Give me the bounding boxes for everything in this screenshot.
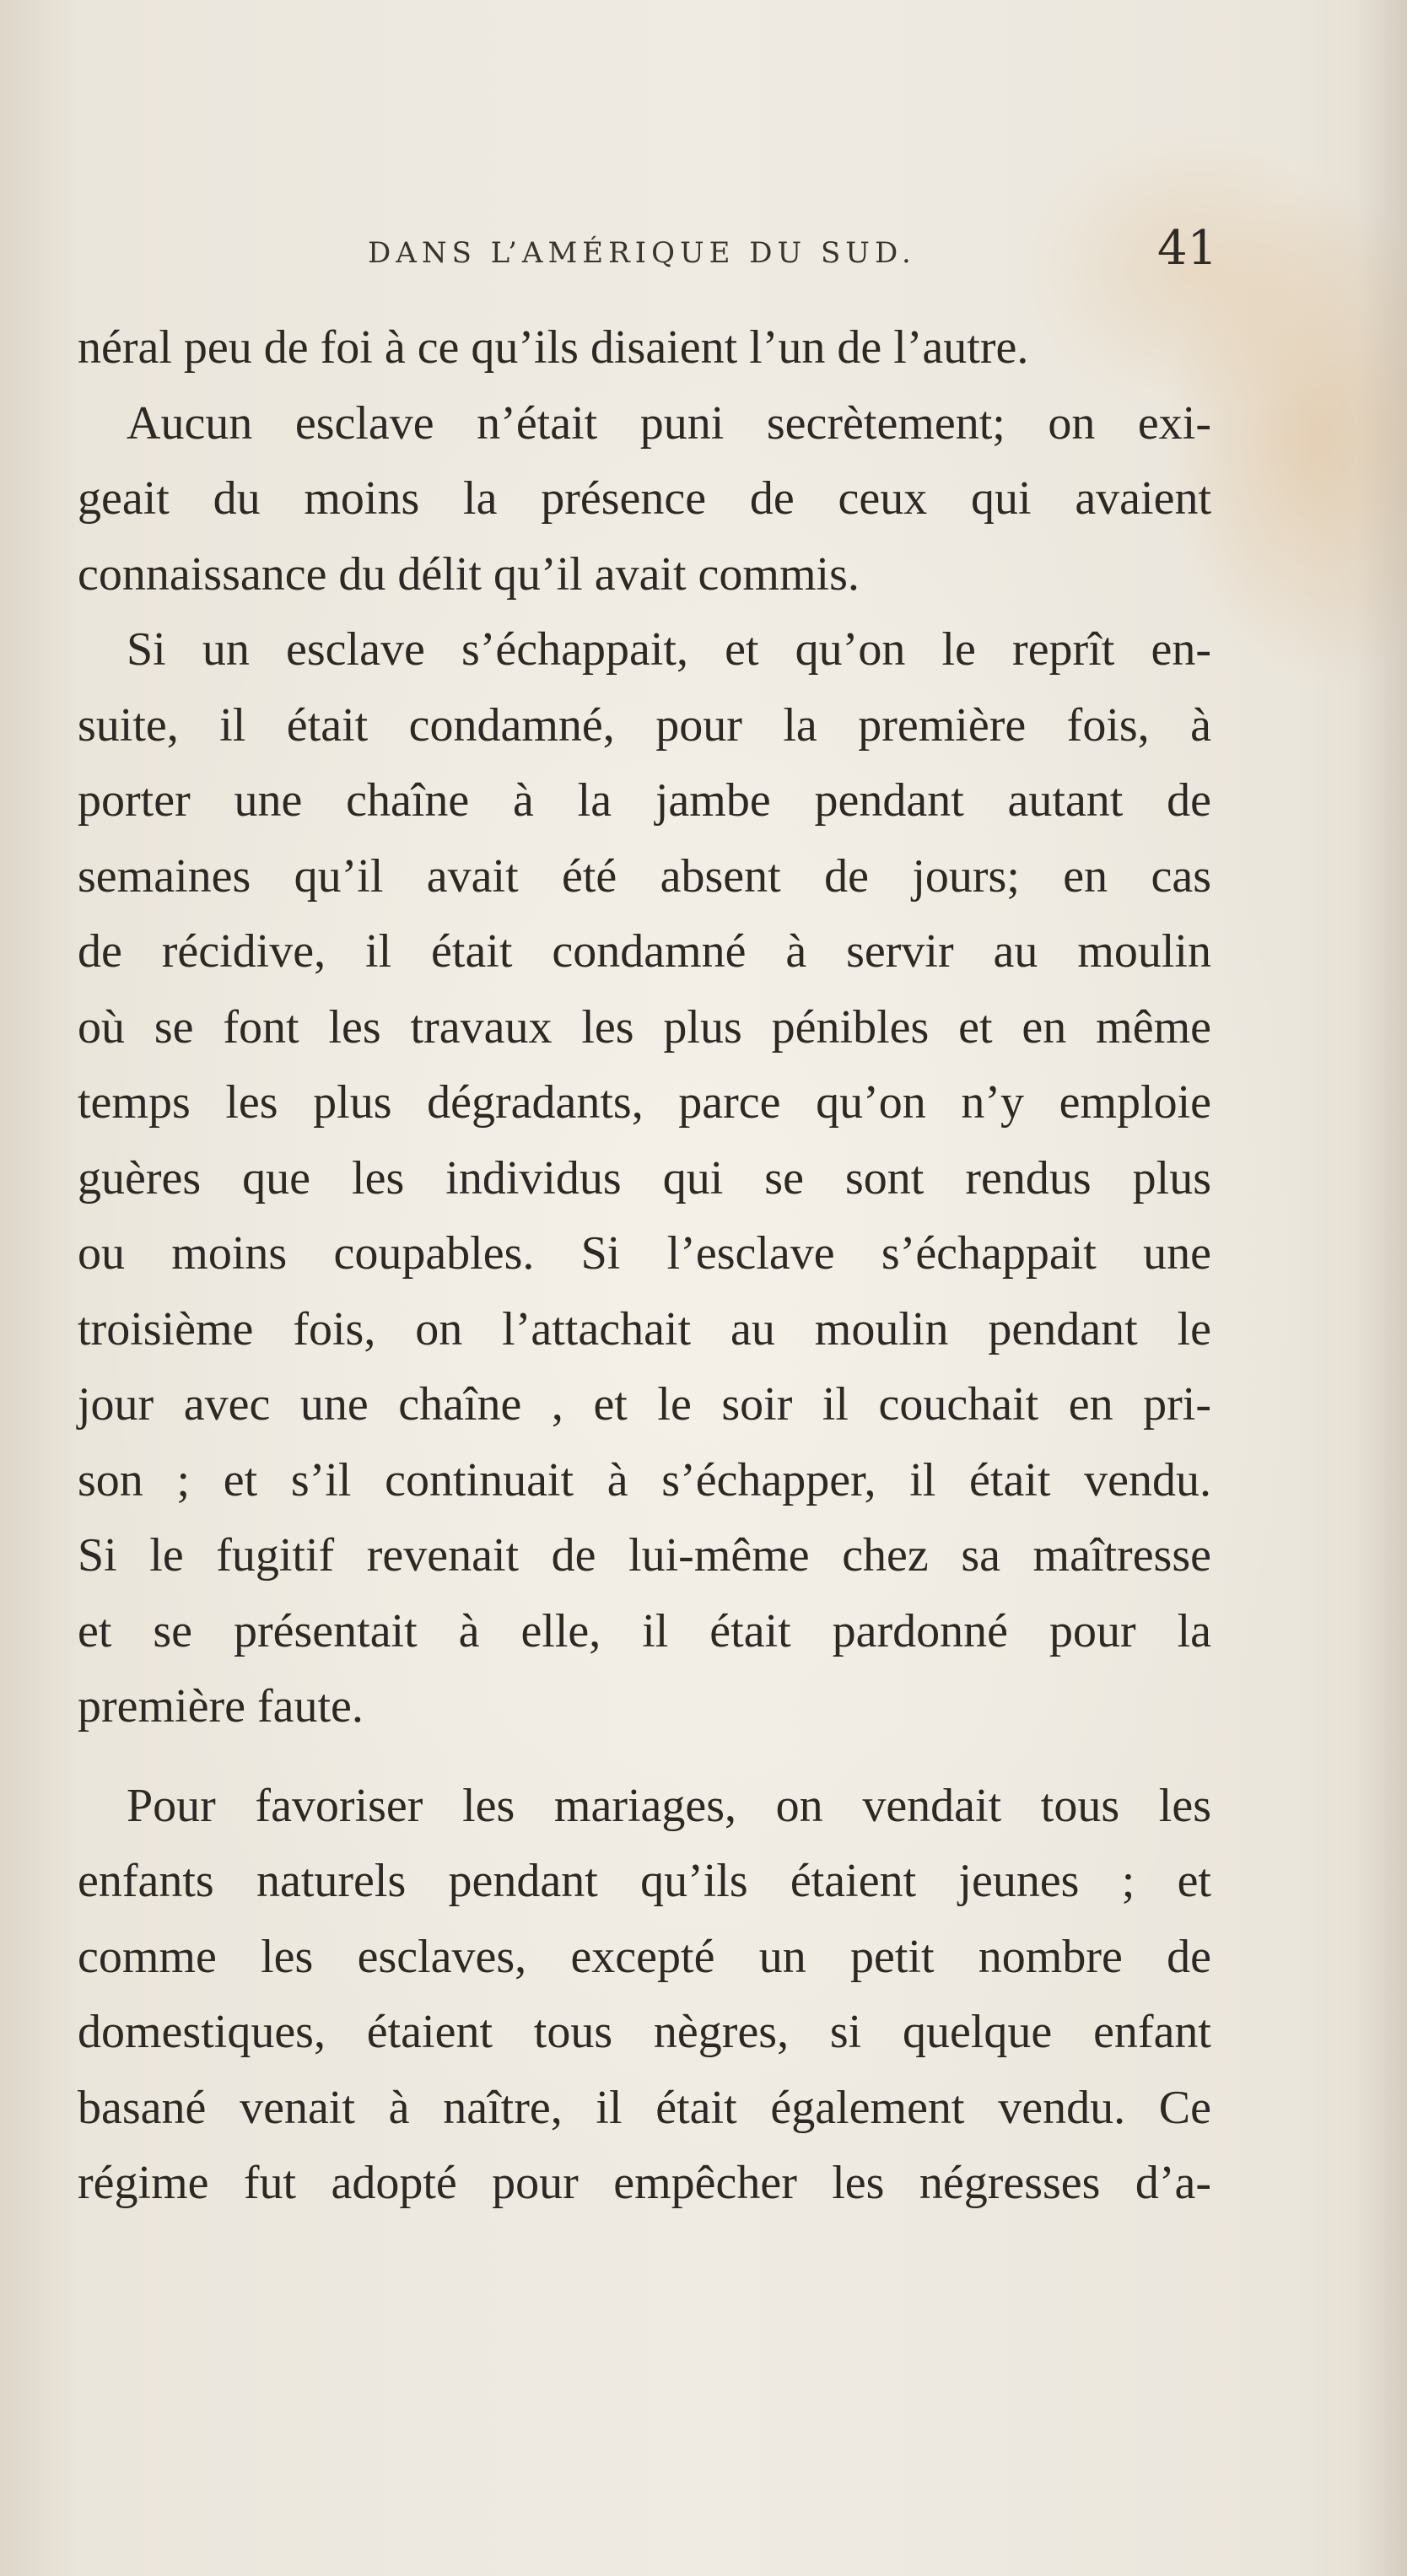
text-line: et se présentait à elle, il était pardonné pour la [78, 1604, 1211, 1657]
text-line: basané venait à naître, il était également vendu. Ce [78, 2081, 1211, 2134]
text-line: connaissance du délit qu’il avait commis. [78, 547, 860, 601]
text-line: domestiques, étaient tous nègres, si quelque enfant [78, 2006, 1211, 2058]
text-line: geait du moins la présence de ceux qui avaient [78, 472, 1211, 525]
text-line: son ; et s’il continuait à s’échapper, il était vendu. [78, 1453, 1211, 1506]
body-text [78, 310, 1211, 2222]
text-line: jour avec une chaîne , et le soir il couchait en pri- [78, 1378, 1211, 1431]
text-line: enfants naturels pendant qu’ils étaient jeunes ; et [78, 1855, 1211, 1907]
text-line: Pour favoriser les mariages, on vendait tous les [127, 1779, 1211, 1832]
text-line: néral peu de foi à ce qu’ils disaient l’un de l’autre. [78, 321, 1029, 374]
text-line: première faute. [78, 1680, 364, 1733]
text-line: troisième fois, on l’attachait au moulin pendant le [78, 1302, 1211, 1355]
text-line: régime fut adopté pour empêcher les négresses d’a- [78, 2157, 1211, 2209]
page-edge-shadow [1356, 0, 1407, 2576]
text-line: guères que les individus qui se sont rendus plus [78, 1151, 1211, 1204]
text-line: semaines qu’il avait été absent de jours; en cas [78, 849, 1211, 903]
text-line: Si un esclave s’échappait, et qu’on le reprît en- [127, 623, 1211, 676]
text-line: ou moins coupables. Si l’esclave s’échappait une [78, 1227, 1211, 1280]
text-line: temps les plus dégradants, parce qu’on n’y emploie [78, 1076, 1211, 1129]
text-line: porter une chaîne à la jambe pendant autant de [78, 774, 1211, 827]
paragraph-gap [78, 1745, 1211, 1769]
text-line: de récidive, il était condamné à servir au moulin [78, 925, 1211, 978]
running-head: DANS L’AMÉRIQUE DU SUD. [368, 236, 916, 270]
text-line: où se font les travaux les plus pénibles et en même [78, 1000, 1211, 1054]
text-line: Aucun esclave n’était puni secrètement; on exi- [127, 396, 1211, 450]
page-number: 41 [1157, 221, 1218, 276]
text-line: Si le fugitif revenait de lui-même chez sa maîtresse [78, 1529, 1211, 1582]
text-line: comme les esclaves, excepté un petit nombre de [78, 1930, 1211, 1983]
text-line: suite, il était condamné, pour la première fois, à [78, 698, 1211, 752]
